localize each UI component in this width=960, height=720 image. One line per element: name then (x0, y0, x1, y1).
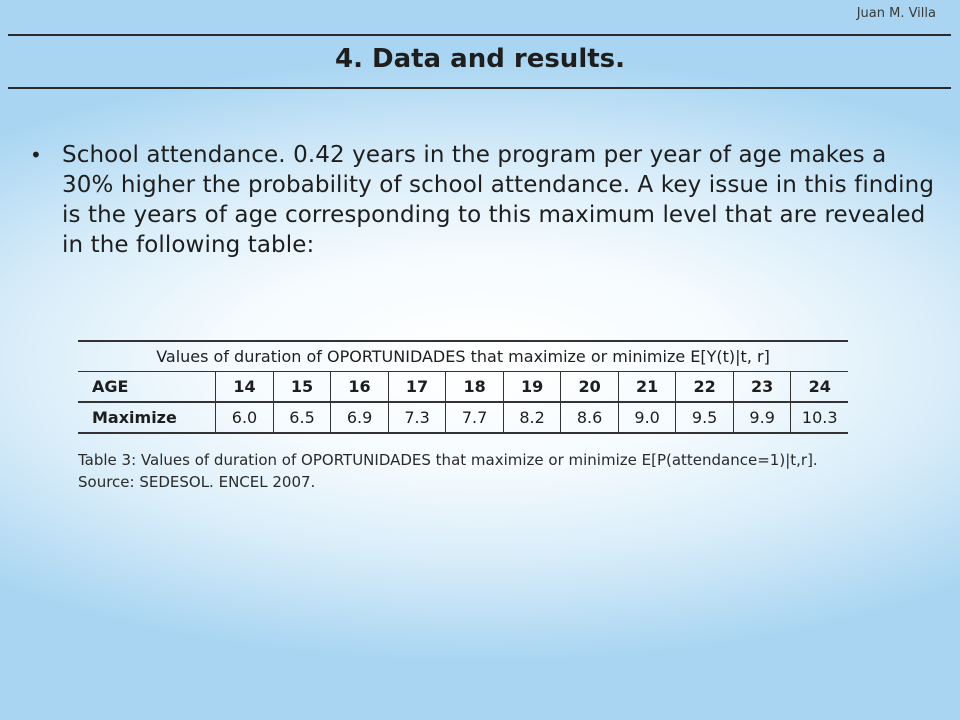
header-bottom-rule (8, 87, 951, 89)
age-cell: 22 (676, 372, 734, 403)
maximize-cell: 10.3 (791, 402, 848, 433)
maximize-cell: 8.6 (561, 402, 619, 433)
maximize-cell: 6.9 (331, 402, 389, 433)
age-cell: 23 (733, 372, 791, 403)
table-note-source: Source: SEDESOL. ENCEL 2007. (78, 473, 316, 491)
maximize-cell: 7.7 (446, 402, 504, 433)
age-cell: 19 (503, 372, 561, 403)
author-name: Juan M. Villa (856, 6, 936, 21)
row-label-maximize: Maximize (78, 402, 216, 433)
row-label-age: AGE (78, 372, 216, 403)
age-cell: 24 (791, 372, 848, 403)
age-cell: 17 (388, 372, 446, 403)
maximize-cell: 9.5 (676, 402, 734, 433)
maximize-cell: 6.5 (273, 402, 331, 433)
age-cell: 18 (446, 372, 504, 403)
age-cell: 16 (331, 372, 389, 403)
age-cell: 15 (273, 372, 331, 403)
maximize-cell: 9.9 (733, 402, 791, 433)
age-cell: 21 (618, 372, 676, 403)
table-row-age (78, 372, 848, 403)
age-cell: 20 (561, 372, 619, 403)
maximize-cell: 8.2 (503, 402, 561, 433)
table-row-maximize (78, 402, 848, 433)
maximize-cell: 7.3 (388, 402, 446, 433)
slide-title: 4. Data and results. (334, 44, 626, 74)
header-top-rule (8, 34, 951, 36)
results-table (78, 340, 848, 434)
table-notes (78, 449, 938, 493)
maximize-cell: 9.0 (618, 402, 676, 433)
maximize-cell: 6.0 (216, 402, 274, 433)
age-cell: 14 (216, 372, 274, 403)
results-table-container (78, 340, 848, 434)
table-note-caption: Table 3: Values of duration of OPORTUNIDADES that maximize or minimize E[P(attendance=1)|t,r]. (78, 451, 818, 469)
bullet-text: School attendance. 0.42 years in the program per year of age makes a 30% higher the probability of school attendance. A key issue in this finding is the years of age corresponding to this maximum level that are revealed in the following table: (62, 142, 935, 258)
table-caption: Values of duration of OPORTUNIDADES that maximize or minimize E[Y(t)|t, r] (78, 341, 848, 372)
bullet-icon: • (30, 143, 42, 167)
